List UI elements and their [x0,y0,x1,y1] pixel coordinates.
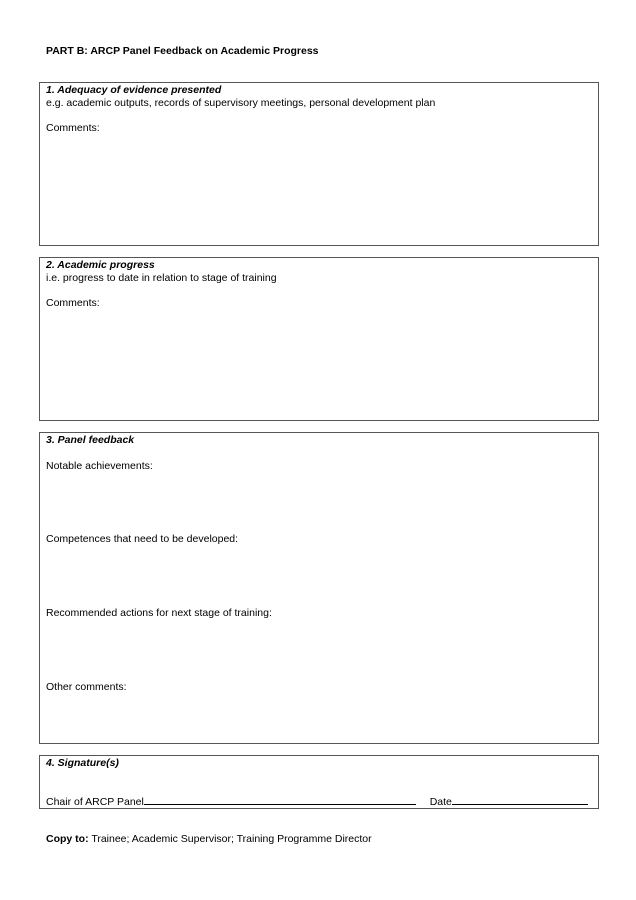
copy-to-label: Copy to: [46,833,89,845]
section-progress-hint: i.e. progress to date in relation to stage of training [46,272,277,284]
other-comments-area[interactable] [46,698,592,737]
chair-label: Chair of ARCP Panel [46,796,144,808]
section-evidence-heading: 1. Adequacy of evidence presented [46,84,222,96]
signature-line [46,794,588,808]
section-academic-progress [39,257,599,421]
page-title: PART B: ARCP Panel Feedback on Academic Progress [46,45,319,57]
chair-signature-field[interactable] [144,794,416,805]
section-signatures-heading: 4. Signature(s) [46,757,119,769]
copy-to-line [46,833,372,845]
section-evidence [39,82,599,246]
copy-to-recipients: Trainee; Academic Supervisor; Training Programme Director [91,833,372,845]
section-evidence-hint: e.g. academic outputs, records of supervisory meetings, personal development plan [46,97,436,109]
date-field[interactable] [452,794,588,805]
section-progress-comments-label: Comments: [46,297,100,309]
competences-label: Competences that need to be developed: [46,533,239,545]
date-label: Date [429,796,452,808]
section-progress-comments-area[interactable] [46,314,592,414]
section-progress-heading: 2. Academic progress [46,259,155,271]
section-evidence-comments-area[interactable] [46,139,592,239]
section-panel-feedback [39,432,599,744]
competences-area[interactable] [46,550,592,602]
recommended-actions-area[interactable] [46,624,592,676]
section-evidence-comments-label: Comments: [46,122,100,134]
recommended-actions-label: Recommended actions for next stage of training: [46,607,272,619]
notable-achievements-label: Notable achievements: [46,460,153,472]
section-feedback-heading: 3. Panel feedback [46,434,135,446]
notable-achievements-area[interactable] [46,477,592,529]
other-comments-label: Other comments: [46,681,127,693]
section-signatures [39,755,599,809]
